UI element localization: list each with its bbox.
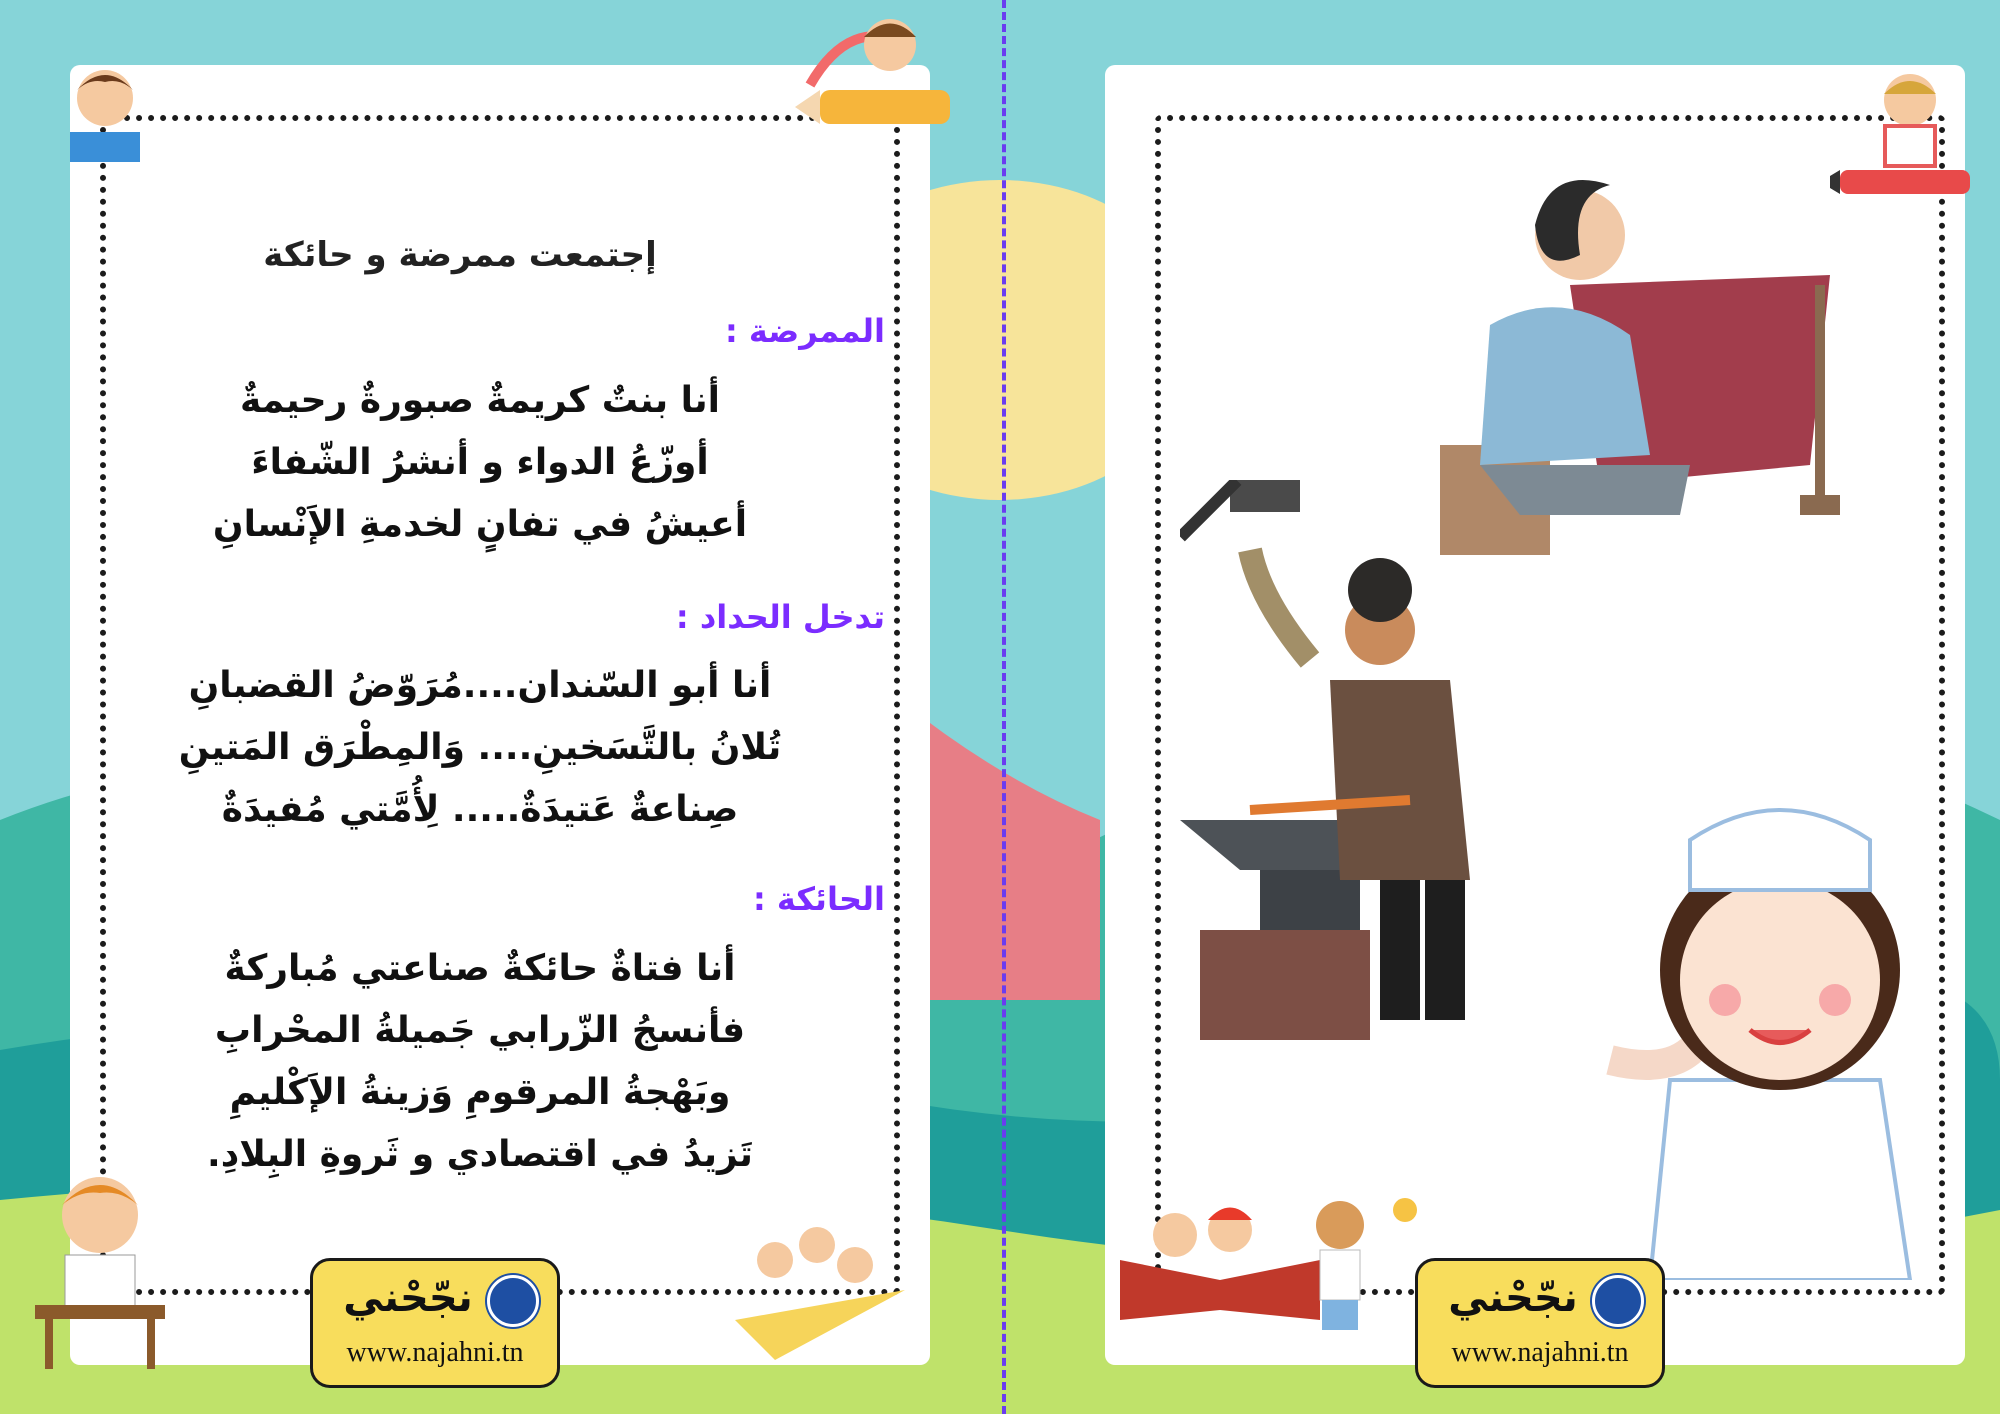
kid-on-pencil-icon bbox=[1830, 60, 1980, 210]
kid-at-desk-icon bbox=[30, 1165, 170, 1375]
najahni-logo-left[interactable] bbox=[310, 1258, 560, 1388]
kids-on-book-icon bbox=[1120, 1190, 1320, 1320]
logo-url[interactable]: www.najahni.tn bbox=[346, 1337, 524, 1368]
speaker-blacksmith: تدخل الحداد : bbox=[675, 598, 885, 636]
logo-brand-text: نجّحْني bbox=[343, 1275, 473, 1321]
stanza-blacksmith bbox=[160, 655, 800, 841]
verse-line: أنا فتاةٌ حائكةٌ صناعتي مُباركةٌ bbox=[224, 948, 736, 989]
verse-line: أعيشُ في تفانٍ لخدمةِ الإَنْسانِ bbox=[212, 504, 748, 545]
graduation-cap-icon bbox=[487, 1275, 539, 1327]
verse-line: وبَهْجةُ المرقومِ وَزينةُ الإَكْليمِ bbox=[229, 1072, 731, 1113]
page-divider bbox=[1002, 0, 1006, 1414]
kid-reading-icon bbox=[60, 60, 150, 170]
stanza-nurse bbox=[160, 370, 800, 556]
verse-line: فأنسجُ الزّرابي جَميلةُ المحْرابِ bbox=[214, 1010, 746, 1051]
verse-line: أوزّعُ الدواء و أنشرُ الشّفاءَ bbox=[251, 442, 709, 483]
verse-line: أنا أبو السّندان....مُرَوّضُ القضبانِ bbox=[188, 665, 772, 706]
stanza-weaver bbox=[160, 938, 800, 1186]
najahni-logo-right[interactable] bbox=[1415, 1258, 1665, 1388]
kid-drawing-sun-icon bbox=[1300, 1190, 1430, 1340]
blacksmith-icon bbox=[1180, 480, 1540, 1050]
verse-line: صِناعةٌ عَتيدَةٌ..... لِأُمَّتي مُفيدَةٌ bbox=[221, 789, 739, 830]
nurse-icon bbox=[1550, 780, 1960, 1280]
kids-paper-plane-icon bbox=[735, 1210, 905, 1360]
graduation-cap-icon bbox=[1592, 1275, 1644, 1327]
logo-url[interactable]: www.najahni.tn bbox=[1451, 1337, 1629, 1368]
speaker-nurse: الممرضة : bbox=[724, 312, 885, 350]
verse-line: تُلانُ بالتَّسَخينِ.... وَالمِطْرَق المَتينِ bbox=[178, 727, 782, 768]
intro-line: إجتمعت ممرضة و حائكة bbox=[263, 235, 657, 275]
logo-brand-text: نجّحْني bbox=[1448, 1275, 1578, 1321]
verse-line: أنا بنتٌ كريمةٌ صبورةٌ رحيمةٌ bbox=[239, 380, 720, 421]
kid-on-pencil-icon bbox=[790, 5, 960, 145]
speaker-weaver: الحائكة : bbox=[752, 880, 885, 918]
verse-line: تَزيدُ في اقتصادي و ثَروةِ البِلادِ. bbox=[207, 1134, 753, 1175]
